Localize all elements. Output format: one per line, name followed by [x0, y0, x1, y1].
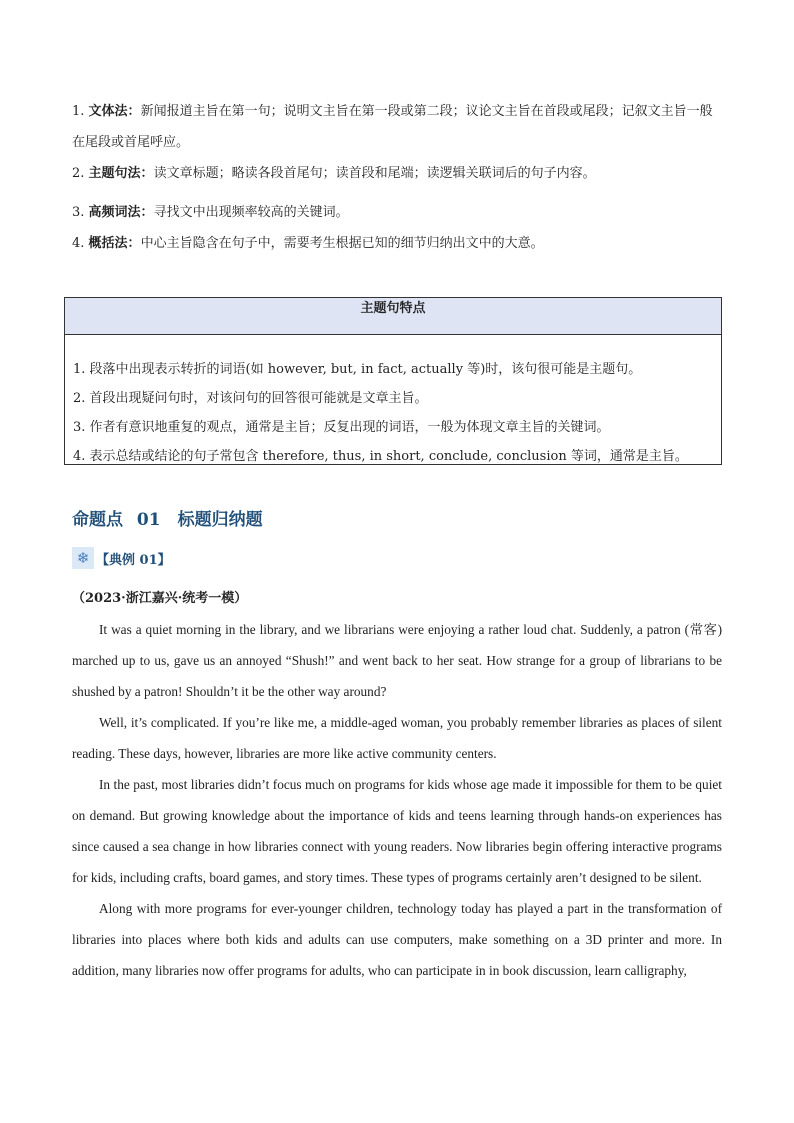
feature-item: 3. 作者有意识地重复的观点，通常是主旨；反复出现的词语，一般为体现文章主旨的关键词。 — [73, 420, 610, 435]
example-tag — [72, 547, 171, 569]
section-title: 命题点 01 标题归纳题 — [72, 510, 263, 530]
feature-box-body — [65, 335, 721, 471]
passage-paragraph: Well, it’s complicated. If you’re like me, a middle-aged woman, you probably remember libraries as places of silent reading. These days, however, libraries are more like active community centers. — [72, 715, 722, 761]
source-citation: （2023·浙江嘉兴·统考一模） — [72, 591, 248, 606]
passage-paragraph: In the past, most libraries didn’t focus much on programs for kids whose age made it impossible for them to be quiet on demand. But growing knowledge about the importance of kids and teens learning through hands-on experiences has since caused a sea change in how libraries connect with young readers. Now libraries begin offering interactive programs for kids, including crafts, board games, and story times. These types of programs certainly aren’t designed to be silent. — [72, 777, 722, 885]
passage-paragraph: It was a quiet morning in the library, and we librarians were enjoying a rather loud chat. Suddenly, a patron (常客) marched up to us, gave us an annoyed “Shush!” and went back to her seat. How strange for a group of librarians to be shushed by a patron! Shouldn’t it be the other way around? — [72, 622, 722, 699]
snowflake-icon: ❄ — [72, 547, 94, 569]
method-item: 4. 概括法：中心主旨隐含在句子中，需要考生根据已知的细节归纳出文中的大意。 — [72, 236, 544, 251]
example-label: 【典例 01】 — [96, 552, 171, 568]
method-list — [72, 96, 724, 259]
reading-passage — [72, 614, 722, 986]
feature-item: 1. 段落中出现表示转折的词语(如 however, but, in fact, actually 等)时，该句很可能是主题句。 — [73, 362, 642, 377]
passage-paragraph: Along with more programs for ever-younger children, technology today has played a part in the transformation of libraries into places where both kids and adults can use computers, make something on a 3D printer and more. In addition, many libraries now offer programs for adults, who can participate in in book discussion, learn calligraphy, — [72, 901, 722, 978]
method-item: 1. 文体法：新闻报道主旨在第一句；说明文主旨在第一段或第二段；议论文主旨在首段或尾段；记叙文主旨一般在尾段或首尾呼应。 — [72, 104, 713, 150]
feature-item: 2. 首段出现疑问句时，对该问句的回答很可能就是文章主旨。 — [73, 391, 428, 406]
method-item: 2. 主题句法：读文章标题；略读各段首尾句；读首段和尾端；读逻辑关联词后的句子内容。 — [72, 166, 596, 181]
method-item: 3. 高频词法：寻找文中出现频率较高的关键词。 — [72, 205, 349, 220]
topic-sentence-feature-box — [64, 297, 722, 465]
feature-box-title: 主题句特点 — [65, 298, 721, 335]
feature-item: 4. 表示总结或结论的句子常包含 therefore, thus, in short, conclude, conclusion 等词，通常是主旨。 — [73, 449, 688, 464]
